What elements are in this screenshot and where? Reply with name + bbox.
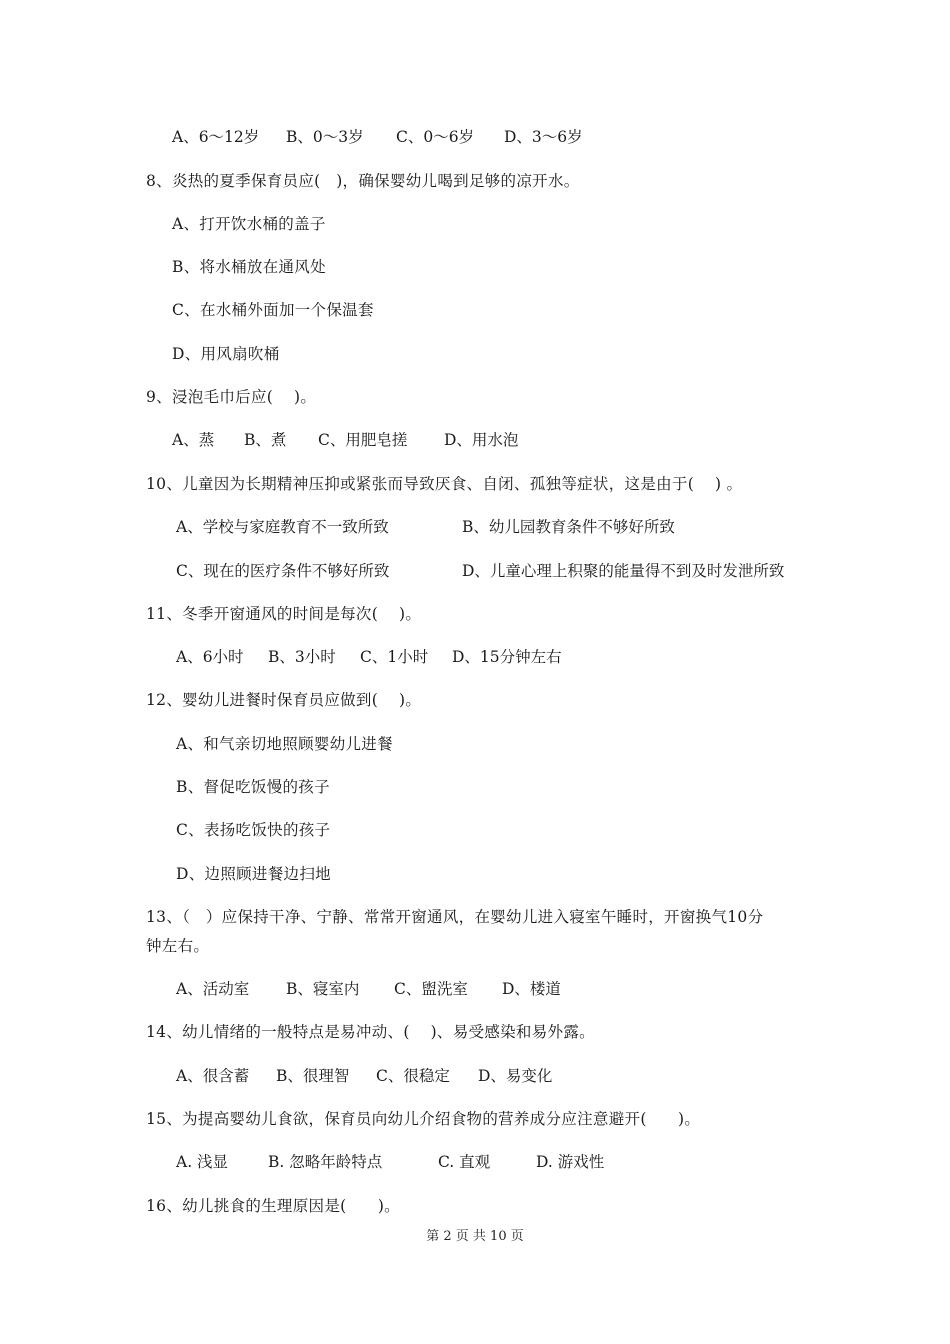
question-9-options (172, 430, 772, 450)
option-d: D. 游戏性 (536, 1153, 605, 1171)
question-13-stem-line-1: 13、（ ）应保持干净、宁静、常常开窗通风，在婴幼儿进入寝室午睡时，开窗换气10分 (146, 908, 764, 926)
option-a: A、学校与家庭教育不一致所致 (176, 518, 389, 536)
option-c: C、1小时 (360, 648, 429, 666)
question-12-stem: 12、婴幼儿进餐时保育员应做到( )。 (146, 691, 422, 709)
option-a: A、很含蓄 (176, 1067, 250, 1085)
option-a: A、蒸 (172, 431, 215, 449)
question-12-option-b: B、督促吃饭慢的孩子 (176, 778, 330, 796)
question-8-option-a: A、打开饮水桶的盖子 (172, 215, 326, 233)
option-c: C、现在的医疗条件不够好所致 (176, 562, 390, 580)
option-d: D、楼道 (502, 980, 561, 998)
option-b: B、寝室内 (286, 980, 360, 998)
option-a: A、6小时 (176, 648, 244, 666)
option-d: D、3～6岁 (504, 128, 583, 146)
page-number-footer: 第 2 页 共 10 页 (426, 1229, 524, 1244)
option-a: A、活动室 (176, 980, 250, 998)
option-d: D、15分钟左右 (452, 648, 562, 666)
option-b: B、很理智 (276, 1067, 350, 1085)
option-b: B、煮 (244, 431, 287, 449)
option-c: C. 直观 (438, 1153, 491, 1171)
option-c: C、很稳定 (376, 1067, 450, 1085)
question-9-stem: 9、浸泡毛巾后应( )。 (146, 388, 317, 406)
question-13-stem-line-2: 钟左右。 (146, 937, 210, 955)
question-8-stem: 8、炎热的夏季保育员应( )，确保婴幼儿喝到足够的凉开水。 (146, 172, 580, 190)
question-15-options (172, 1152, 772, 1172)
option-c: C、0～6岁 (396, 128, 475, 146)
question-7-options (172, 127, 772, 147)
question-10-options-row-1 (172, 517, 832, 537)
option-b: B. 忽略年龄特点 (268, 1153, 383, 1171)
question-11-stem: 11、冬季开窗通风的时间是每次( )。 (146, 605, 422, 623)
question-14-stem: 14、幼儿情绪的一般特点是易冲动、( )、易受感染和易外露。 (146, 1023, 595, 1041)
question-11-options (172, 647, 772, 667)
option-b: B、3小时 (268, 648, 336, 666)
question-14-options (172, 1066, 772, 1086)
option-a: A. 浅显 (176, 1153, 229, 1171)
option-d: D、儿童心理上积聚的能量得不到及时发泄所致 (462, 562, 785, 580)
question-12-option-d: D、边照顾进餐边扫地 (176, 865, 331, 883)
option-c: C、用肥皂搓 (318, 431, 408, 449)
option-c: C、盥洗室 (394, 980, 468, 998)
question-10-options-row-2 (172, 561, 832, 581)
question-15-stem: 15、为提高婴幼儿食欲，保育员向幼儿介绍食物的营养成分应注意避开( )。 (146, 1110, 701, 1128)
question-8-option-d: D、用风扇吹桶 (172, 345, 280, 363)
option-d: D、易变化 (478, 1067, 553, 1085)
question-8-option-b: B、将水桶放在通风处 (172, 258, 326, 276)
question-8-option-c: C、在水桶外面加一个保温套 (172, 301, 374, 319)
question-10-stem: 10、儿童因为长期精神压抑或紧张而导致厌食、自闭、孤独等症状，这是由于( ) 。 (146, 475, 743, 493)
option-a: A、6～12岁 (172, 128, 260, 146)
question-12-option-a: A、和气亲切地照顾婴幼儿进餐 (176, 735, 393, 753)
question-16-stem: 16、幼儿挑食的生理原因是( )。 (146, 1197, 400, 1215)
option-d: D、用水泡 (444, 431, 519, 449)
question-13-options (172, 979, 772, 999)
option-b: B、幼儿园教育条件不够好所致 (462, 518, 675, 536)
question-12-option-c: C、表扬吃饭快的孩子 (176, 821, 331, 839)
option-b: B、0～3岁 (286, 128, 364, 146)
